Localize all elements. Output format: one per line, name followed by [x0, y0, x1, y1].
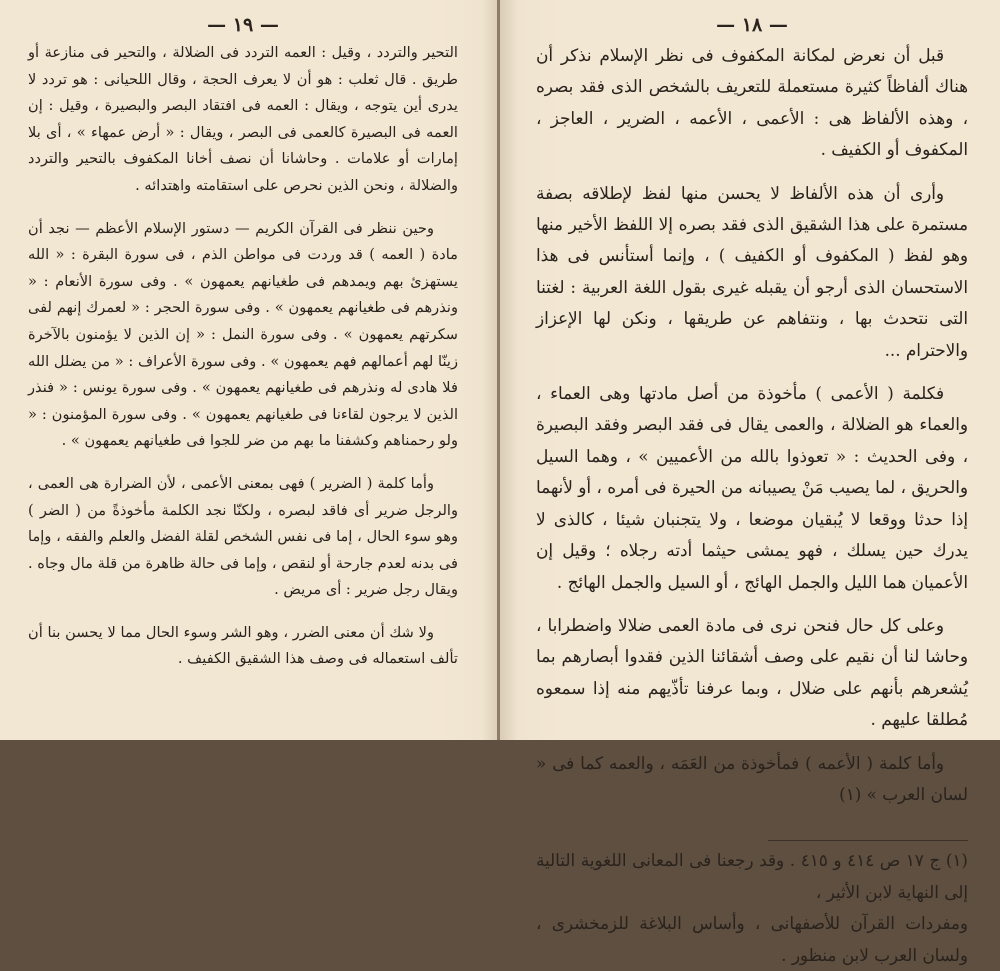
right-paragraph-1: قبل أن نعرض لمكانة المكفوف فى نظر الإسلام نذكر أن هناك ألفاظاً كثيرة مستعملة للتعريف بالشخص الذى فقد بصره ، وهذه الألفاظ هى : الأعمى ، الأعمه ، الضرير ، العاجز ، المكفوف أو الكفيف . — [536, 45, 968, 160]
left-paragraph-2: وحين ننظر فى القرآن الكريم — دستور الإسلام الأعظم — نجد أن مادة ( العمه ) قد وردت فى مواطن الذم ، فى سورة البقرة : « الله يستهزئ بهم ويمدهم فى طغيانهم يعمهون » . وفى سورة الأنعام : « ونذرهم فى طغيانهم يعمهون » . وفى سورة الحجر : « لعمرك إنهم لفى سكرتهم يعمهون » . وفى سورة النمل : « إن الذين لا يؤمنون بالآخرة زينّا لهم أعمالهم فهم يعمهون » . وفى سورة الأعراف : « من يضلل الله فلا هادى له ونذرهم فى طغيانهم يعمهون » . وفى سورة يونس : « فنذر الذين لا يرجون لقاءنا فى طغيانهم يعمهون » . وفى سورة المؤمنون : « ولو رحمناهم وكشفنا ما بهم من ضر للجوا فى طغيانهم يعمهون » . — [28, 219, 458, 450]
left-paragraph-1: التحير والتردد ، وقيل : العمه التردد فى الضلالة ، والتحير فى منازعة أو طريق . قال ثعلب : هو أن لا يعرف الحجة ، وقال اللحيانى : هو تردد لا يدرى أين يتوجه ، ويقال : العمه فى افتقاد البصر والبصيرة ، وقيل : إن العمه فى البصيرة كالعمى فى البصر ، ويقال : « أرض عمهاء » ، أى بلا إمارات أو علامات . وحاشانا أن نصف أخانا المكفوف بالتحير والتردد والضلالة ، ونحن الذين نحرص على استقامته واهتدائه . — [28, 44, 458, 194]
left-page-number: — ١٩ — — [207, 14, 279, 36]
left-paragraph-4: ولا شك أن معنى الضرر ، وهو الشر وسوء الحال مما لا يحسن بنا أن تألف استعماله فى وصف هذا الشقيق الكفيف . — [28, 623, 458, 668]
footnote-line-2: ومفردات القرآن للأصفهانى ، وأساس البلاغة للزمخشرى ، ولسان العرب لابن منظور . — [536, 913, 968, 965]
right-page — [500, 0, 1000, 965]
left-paragraph-3: وأما كلمة ( الضرير ) فهى بمعنى الأعمى ، لأن الضرارة هى العمى ، والرجل ضرير أى فاقد لبصره ، ولكنّا نجد الكلمة مأخوذةً من ( الضر ) وهو سوء الحال ، إما فى نفس الشخص لقلة الفضل والعلم والفقه ، وإما فى بدنه لعدم جارحة أو لنقص ، وإما فى حالة ظاهرة من قلة مال وجاه . ويقال رجل ضرير : أى مريض . — [28, 474, 458, 599]
right-page-number: — ١٨ — — [716, 14, 788, 36]
footnote-line-1: (١) ج ١٧ ص ٤١٤ و ٤١٥ . وقد رجعنا فى المعانى اللغوية التالية إلى النهاية لابن الأثير ، — [536, 850, 968, 902]
right-paragraph-2: وأرى أن هذه الألفاظ لا يحسن منها لفظ لإطلاقه بصفة مستمرة على هذا الشقيق الذى فقد بصره إلا اللفظ الأخير منها وهو لفظ ( المكفوف أو الكفيف ) ، وإنما أستأنس فى هذا الاستحسان الذى أرجو أن يقبله غيرى بقول اللغة العربية : لغتنا التى نتحدث بها ، ونتفاهم عن طريقها ، ونكن لها الإعزاز والاحترام ... — [536, 182, 968, 360]
footnote-divider — [768, 840, 968, 841]
right-paragraph-3: فكلمة ( الأعمى ) مأخوذة من أصل مادتها وهى العماء ، والعماء هو الضلالة ، والعمى يقال فى فقد البصر وفقد البصيرة ، وفى الحديث : « تعوذوا بالله من الأعميين » ، وهما السيل والحريق ، لما يصيب مَنْ يصيبانه من الحيرة فى أمره ، أو لأنهما إذا حدثا ووقعا لا يُبقيان موضعا ، ولا يتجنبان شيئا ، كالذى لا يدرك حين يسلك ، فهو يمشى حيثما أدته رجلاه ؛ وقيل إن الأعميان هما الليل والجمل الهائج ، أو السيل والجمل الهائج . — [536, 383, 968, 592]
left-page — [0, 0, 500, 740]
right-paragraph-5: وأما كلمة ( الأعمه ) فمأخوذة من العَمَه ، والعمه كما فى « لسان العرب » (١) — [536, 752, 968, 804]
right-paragraph-4: وعلى كل حال فنحن نرى فى مادة العمى ضلالا واضطرابا ، وحاشا لنا أن نقيم على وصف أشقائنا الذين فقدوا أبصارهم بما يُشعرهم بأنهم على ضلال ، وبما عرفنا تأذّيهم منه إذا سمعوه مُطلقا عليهم . — [536, 614, 968, 730]
